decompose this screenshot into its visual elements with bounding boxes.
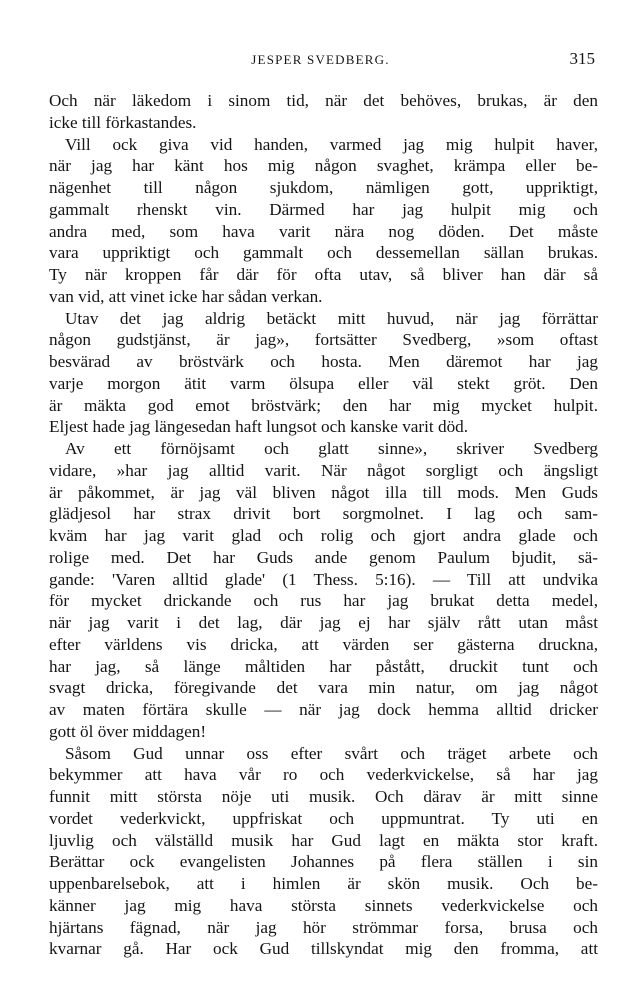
text-line: Såsom Gud unnar oss efter svårt och träget arbete och	[65, 743, 598, 763]
running-header: JESPER SVEDBERG.	[251, 52, 390, 67]
text-line: Vill ock giva vid handen, varmed jag mig hulpit haver,	[65, 134, 598, 154]
text-line: gott öl över middagen!	[49, 721, 207, 741]
text-line: Eljest hade jag längesedan haft lungsot och kanske varit död.	[49, 417, 469, 437]
text-line: Utav det jag aldrig betäckt mitt huvud, när jag förrättar	[65, 308, 598, 328]
text-line: ljuvlig och välställd musik har Gud lagt en mäkta stor kraft.	[49, 830, 598, 850]
text-line: av maten förtära skulle — när jag dock hemma alltid dricker	[49, 700, 598, 719]
text-line: kvarnar gå. Har ock Gud tillskyndat mig den fromma, att	[49, 939, 598, 959]
text-line: varje morgon ätit varm ölsupa eller väl stekt gröt. Den	[49, 373, 598, 393]
text-line: efter världens vis dricka, att värden ser gästerna druckna,	[49, 634, 598, 654]
text-line: svagt dricka, föregivande det vara min natur, om jag något	[49, 678, 598, 698]
text-line: glädjesol har strax drivit bort sorgmolnet. I lag och sam-	[49, 504, 598, 524]
text-line: rolige med. Det har Guds ande genom Paulum bjudit, sä-	[49, 547, 598, 567]
text-line: icke till förkastandes.	[49, 112, 197, 132]
text-line: uppenbarelsebok, att i himlen är skön musik. Och be-	[49, 874, 598, 893]
text-line: kväm har jag varit glad och rolig och gjort andra glade och	[49, 526, 598, 545]
text-line: andra med, som hava varit nära nog döden. Det måste	[49, 221, 598, 241]
text-line: någon gudstjänst, är jag», fortsätter Svedberg, »som oftast	[49, 330, 598, 350]
text-line: besvärad av bröstvärk och hosta. Men däremot har jag	[49, 352, 598, 371]
text-line: vordet vederkvickt, uppfriskat och uppmuntrat. Ty uti en	[49, 808, 598, 828]
text-line: känner jag mig hava största sinnets vederkvickelse och	[49, 895, 598, 915]
page-number: 315	[569, 49, 595, 68]
text-line: är påkommet, är jag väl bliven något illa till mods. Men Guds	[49, 482, 598, 502]
text-line: gande: 'Varen alltid glade' (1 Thess. 5:16). — Till att undvika	[49, 569, 598, 589]
text-line: funnit mitt största nöje uti musik. Och därav är mitt sinne	[49, 787, 598, 806]
text-line: är mäkta god emot bröstvärk; den har mig mycket hulpit.	[49, 395, 598, 415]
text-line: nägenhet till någon sjukdom, nämligen gott, uppriktigt,	[49, 178, 598, 197]
text-line: Berättar ock evangelisten Johannes på flera ställen i sin	[49, 852, 598, 872]
body-text	[49, 90, 598, 960]
text-line: Och när läkedom i sinom tid, när det behöves, brukas, är den	[49, 91, 598, 110]
text-line: när jag varit i det lag, där jag ej har själv rått utan måst	[49, 613, 598, 632]
text-line: bekymmer att hava vår ro och vederkvickelse, så har jag	[49, 765, 598, 785]
text-line: gammalt rhenskt vin. Därmed har jag hulpit mig och	[49, 199, 598, 219]
text-line: van vid, att vinet icke har sådan verkan.	[49, 286, 323, 306]
text-line: när jag har känt hos mig någon svaghet, krämpa eller be-	[49, 156, 598, 176]
text-line: hjärtans fägnad, när jag hör strömmar forsa, brusa och	[49, 917, 598, 937]
text-line: Av ett förnöjsamt och glatt sinne», skriver Svedberg	[65, 439, 598, 458]
text-line: har jag, så länge måltiden har påstått, druckit tunt och	[49, 656, 598, 676]
text-line: vidare, »har jag alltid varit. När något sorgligt och ängsligt	[49, 460, 598, 480]
text-line: för mycket drickande och rus har jag brukat detta medel,	[49, 591, 598, 611]
text-line: Ty när kroppen får där för ofta utav, så bliver han där så	[49, 265, 598, 284]
text-line: vara uppriktigt och gammalt och dessemellan sällan brukas.	[49, 243, 598, 263]
